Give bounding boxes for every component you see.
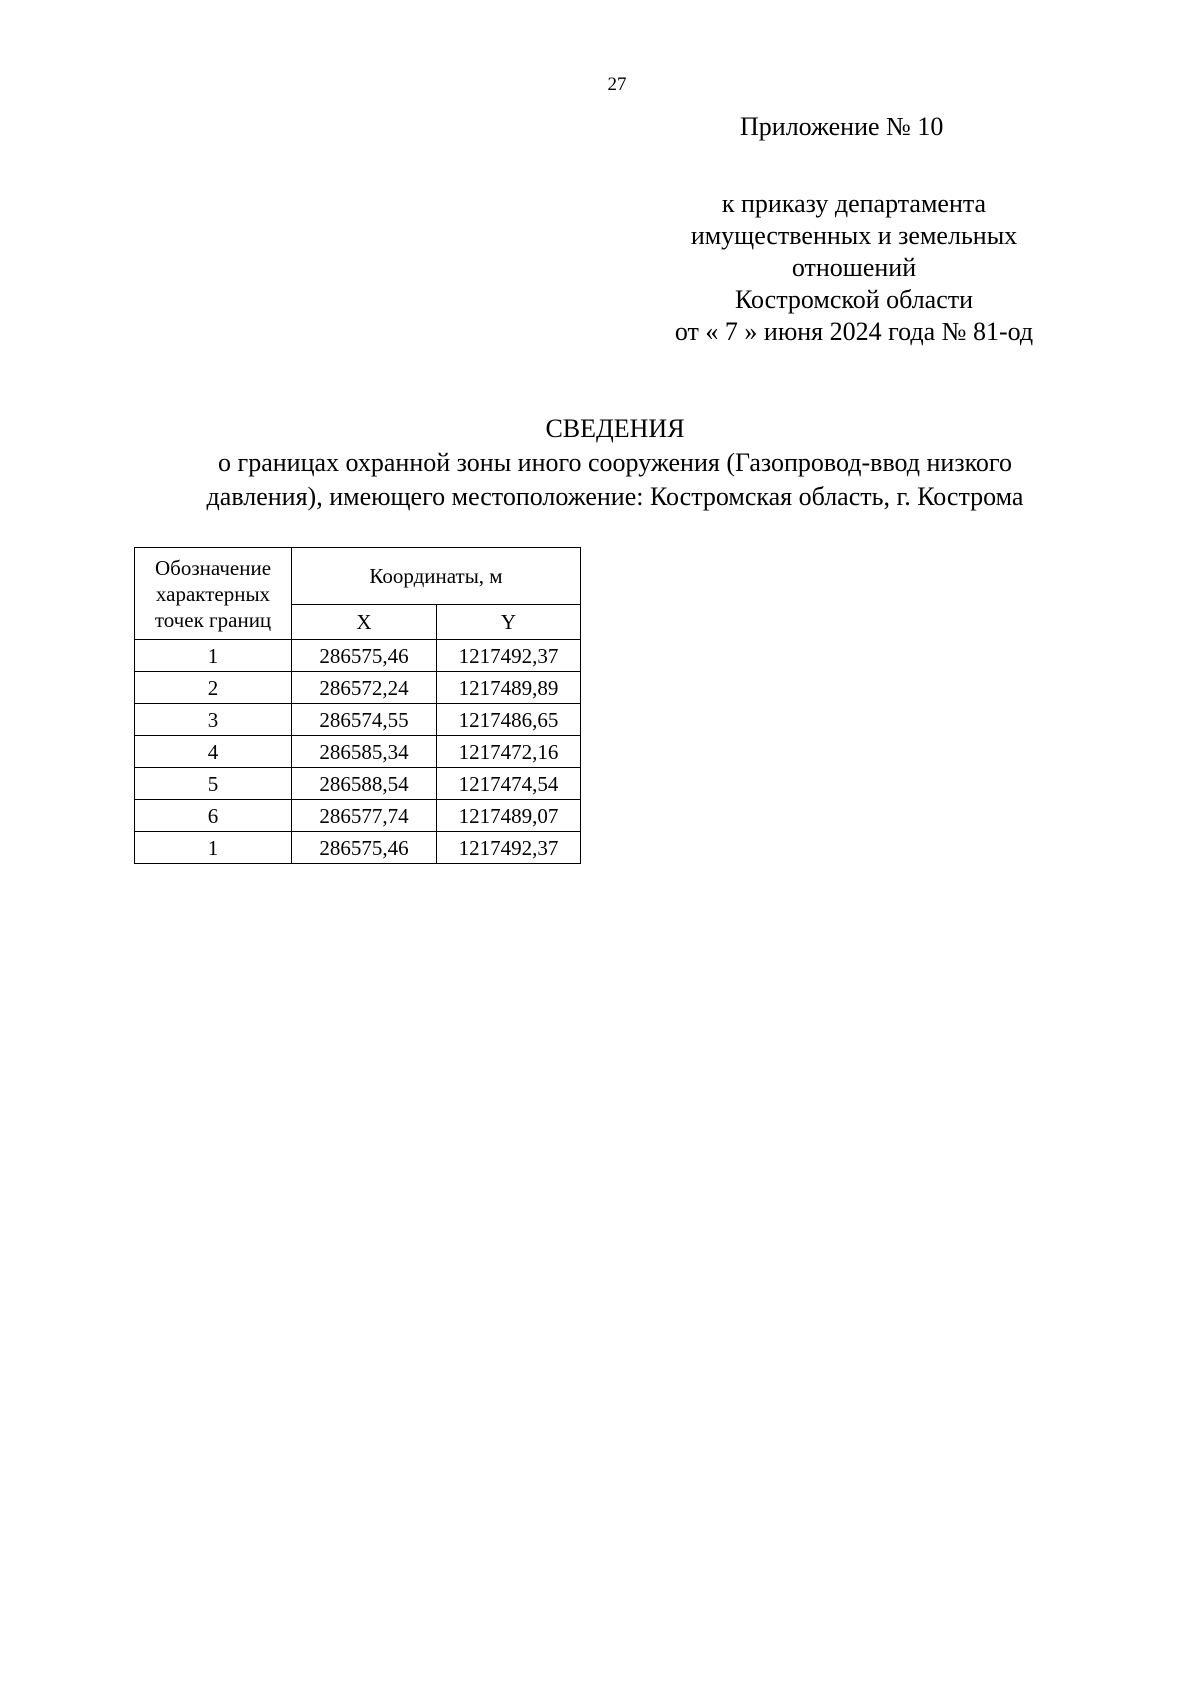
x-cell: 286575,46: [292, 832, 437, 864]
order-line: Костромской области: [734, 285, 974, 314]
header-designation-line: точек границ: [154, 607, 272, 632]
y-cell: 1217492,37: [437, 640, 581, 672]
x-cell: 286588,54: [292, 768, 437, 800]
point-cell: 2: [135, 672, 292, 704]
header-designation: [135, 548, 292, 640]
point-cell: 3: [135, 704, 292, 736]
x-cell: 286577,74: [292, 800, 437, 832]
point-cell: 1: [135, 832, 292, 864]
order-reference: [622, 188, 1086, 348]
x-cell: 286575,46: [292, 640, 437, 672]
order-line: от « 7 » июня 2024 года № 81-од: [674, 317, 1034, 346]
heading-title: СВЕДЕНИЯ: [545, 414, 685, 443]
heading-line: о границах охранной зоны иного сооружения (Газопровод-ввод низкого: [218, 448, 1012, 477]
table-row: [135, 768, 581, 800]
table-row: [135, 800, 581, 832]
document-heading: [100, 412, 1130, 514]
table-row: [135, 704, 581, 736]
header-y: Y: [437, 605, 581, 640]
x-cell: 286574,55: [292, 704, 437, 736]
y-cell: 1217486,65: [437, 704, 581, 736]
point-cell: 6: [135, 800, 292, 832]
x-cell: 286585,34: [292, 736, 437, 768]
table-header-row: [135, 548, 581, 605]
point-cell: 1: [135, 640, 292, 672]
order-line: к приказу департамента: [721, 189, 987, 218]
header-x: X: [292, 605, 437, 640]
table-row: [135, 640, 581, 672]
table-row: [135, 672, 581, 704]
x-cell: 286572,24: [292, 672, 437, 704]
y-cell: 1217474,54: [437, 768, 581, 800]
header-coordinates: Координаты, м: [292, 548, 581, 605]
table-row: [135, 736, 581, 768]
appendix-title: Приложение № 10: [740, 112, 944, 141]
y-cell: 1217492,37: [437, 832, 581, 864]
order-line: отношений: [791, 253, 917, 282]
y-cell: 1217489,07: [437, 800, 581, 832]
header-designation-line: Обозначение: [154, 555, 272, 580]
heading-line: давления), имеющего местоположение: Костромская область, г. Кострома: [206, 482, 1024, 511]
y-cell: 1217489,89: [437, 672, 581, 704]
y-cell: 1217472,16: [437, 736, 581, 768]
header-designation-line: характерных: [155, 581, 271, 606]
table-row: [135, 832, 581, 864]
coordinates-table: [134, 547, 581, 864]
page-number: 27: [607, 74, 627, 95]
order-line: имущественных и земельных: [690, 221, 1018, 250]
point-cell: 4: [135, 736, 292, 768]
point-cell: 5: [135, 768, 292, 800]
